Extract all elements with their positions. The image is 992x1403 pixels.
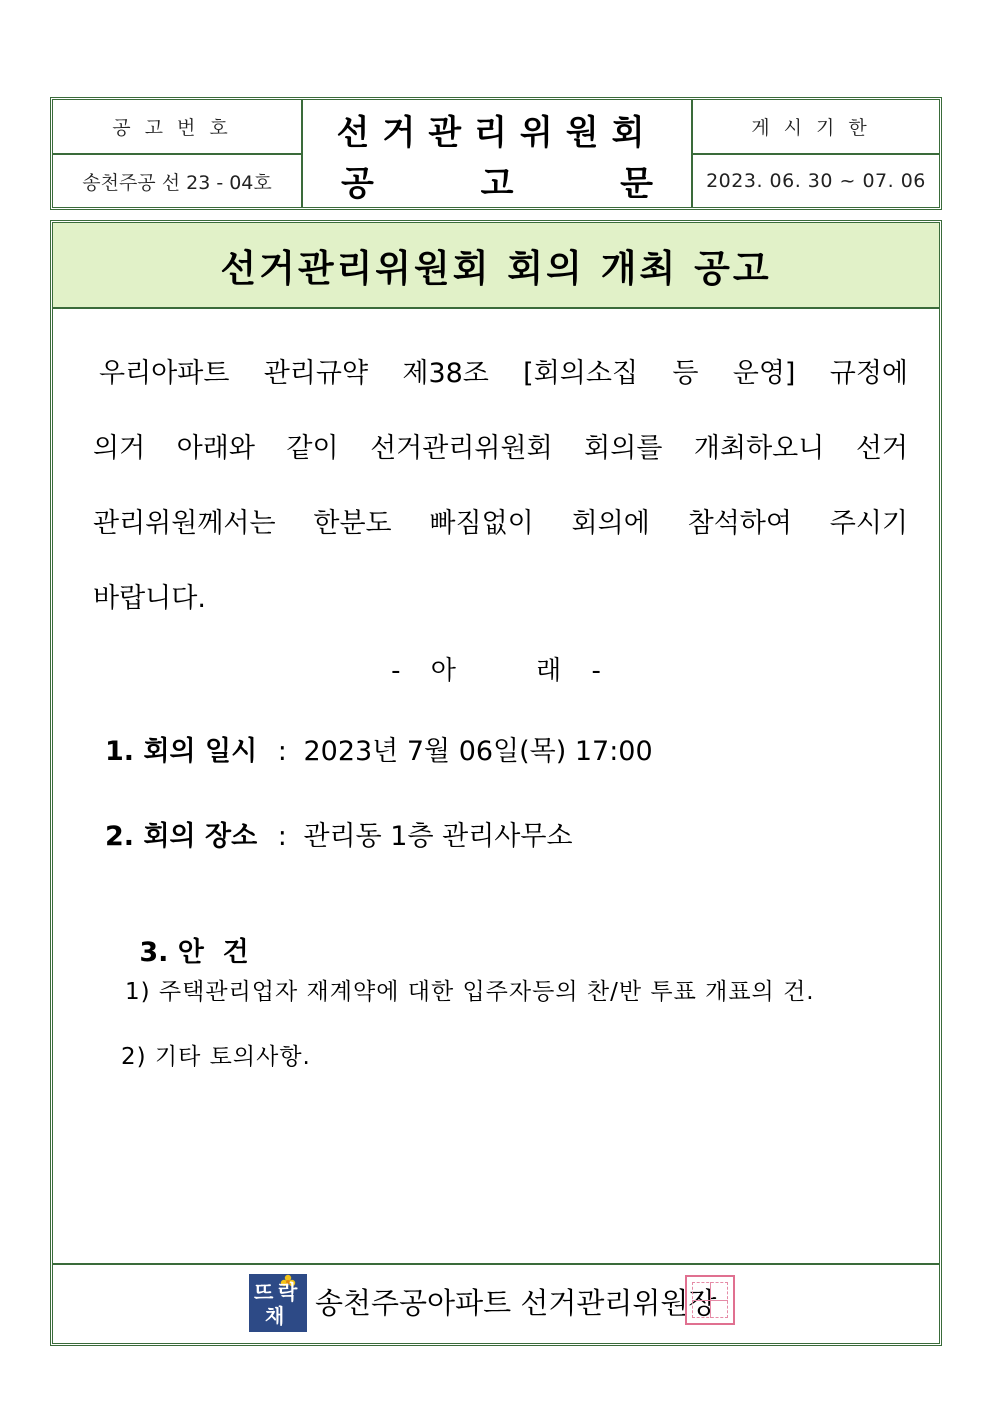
meeting-place-item [105, 814, 573, 853]
notice-title: 선거관리위원회 회의 개최 공고 [220, 247, 772, 290]
title-band [53, 223, 939, 309]
logo-char: 뜨 [254, 1280, 274, 1304]
org-title: 선거관리위원회 [336, 112, 658, 153]
body-line: 의거 아래와 같이 선거관리위원회 회의를 개최하오니 선거 [93, 433, 908, 464]
meeting-datetime-item [105, 729, 653, 768]
arae-char: 아 [430, 656, 456, 686]
notice-number-value-cell [53, 155, 301, 207]
signature-footer [53, 1263, 939, 1343]
notice-body-box [50, 220, 942, 1346]
logo-char: 채 [265, 1304, 285, 1328]
arae-heading [53, 650, 939, 687]
item-label: 1. 회의 일시 [105, 736, 258, 767]
body-paragraph [93, 336, 908, 636]
notice-number-label: 공고번호 [112, 117, 242, 139]
item-label: 3. 안 건 [139, 937, 249, 968]
doc-type-char: 문 [620, 163, 653, 204]
item-value: 관리동 1층 관리사무소 [303, 821, 573, 852]
body-line: 바랍니다. [93, 583, 206, 614]
item-separator: : [277, 736, 287, 767]
body-line: 관리위원께서는 한분도 빠짐없이 회의에 참석하여 주시기 [93, 508, 908, 539]
doc-type-cell [303, 154, 691, 206]
posting-period-label: 게시기한 [751, 117, 881, 139]
posting-period-label-cell [693, 100, 939, 153]
posting-period-value-cell [693, 155, 939, 207]
agenda-item: 1) 주택관리업자 재계약에 대한 입주자등의 찬/반 투표 개표의 건. [125, 979, 815, 1005]
arae-char: 래 [536, 656, 562, 686]
item-label: 2. 회의 장소 [105, 821, 258, 852]
signature-text: 송천주공아파트 선거관리위원장 [315, 1286, 717, 1320]
org-title-cell [303, 102, 691, 156]
notice-header-table [50, 97, 942, 210]
doc-type-char: 고 [480, 163, 514, 204]
item-value: 2023년 7월 06일(목) 17:00 [303, 736, 653, 767]
arae-dash: - [591, 656, 601, 686]
posting-period-value: 2023. 06. 30 ~ 07. 06 [706, 170, 926, 192]
official-seal-icon [685, 1275, 735, 1325]
agenda-item: 2) 기타 토의사항. [121, 1044, 311, 1070]
body-line: 우리아파트 관리규약 제38조 [회의소집 등 운영] 규정에 [99, 358, 908, 389]
doc-type-char: 공 [341, 163, 374, 204]
item-separator: : [277, 821, 287, 852]
logo-char: 락 [278, 1280, 298, 1304]
arae-dash: - [391, 656, 401, 686]
notice-number-value: 송천주공 선 23 - 04호 [82, 171, 272, 194]
notice-number-label-cell [53, 100, 301, 153]
apartment-logo [249, 1274, 307, 1332]
